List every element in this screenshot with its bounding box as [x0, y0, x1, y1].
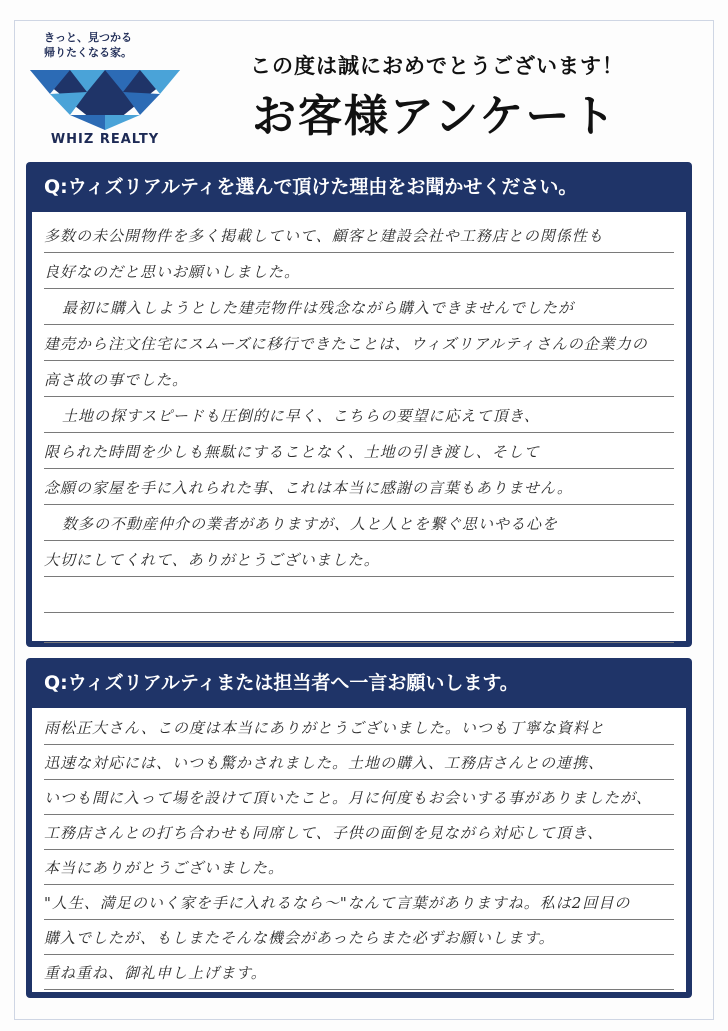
triangle-logo-icon	[30, 70, 180, 130]
answer-area-2	[32, 708, 686, 992]
answer-line: 建売から注文住宅にスムーズに移行できたことは、ウィズリアルティさんの企業力の	[44, 324, 674, 361]
answer-line: 購入でしたが、もしまたそんな機会があったらまた必ずお願いします。	[44, 918, 674, 955]
answer-line: 数多の不動産仲介の業者がありますが、人と人とを繋ぐ思いやる心を	[44, 504, 674, 541]
answer-line: 高さ故の事でした。	[44, 360, 674, 397]
answer-line: 限られた時間を少しも無駄にすることなく、土地の引き渡し、そして	[44, 432, 674, 469]
answer-line: 多数の未公開物件を多く掲載していて、顧客と建設会社や工務店との関係性も	[44, 216, 674, 253]
question-panel-2	[26, 658, 692, 998]
answer-line: 最初に購入しようとした建売物件は残念ながら購入できませんでしたが	[44, 288, 674, 325]
brand-tagline: きっと、見つかる 帰りたくなる家。	[44, 31, 132, 59]
answer-line: 雨松正大さん、この度は本当にありがとうございました。いつも丁寧な資料と	[44, 708, 674, 745]
answer-line: いつも間に入って場を設けて頂いたこと。月に何度もお会いする事がありましたが、	[44, 778, 674, 815]
answer-line: "人生、満足のいく家を手に入れるなら〜"なんて言葉がありますね。私は2回目の	[44, 883, 674, 920]
question-panel-1	[26, 162, 692, 647]
header-subtitle: この度は誠におめでとうございます！	[250, 54, 624, 78]
answer-line: 迅速な対応には、いつも驚かされました。土地の購入、工務店さんとの連携、	[44, 743, 674, 780]
answer-line: 工務店さんとの打ち合わせも同席して、子供の面倒を見ながら対応して頂き、	[44, 813, 674, 850]
page-title: お客様アンケート	[252, 91, 618, 142]
question-2-text: Q:ウィズリアルティまたは担当者へ一言お願いします。	[44, 672, 519, 694]
answer-line: 重ね重ね、御礼申し上げます。	[44, 953, 674, 990]
answer-line: 良好なのだと思いお願いしました。	[44, 252, 674, 289]
answer-line: 土地の探すスピードも圧倒的に早く、こちらの要望に応えて頂き、	[44, 396, 674, 433]
answer-line: 大切にしてくれて、ありがとうございました。	[44, 540, 674, 577]
brand-name: WHIZ REALTY	[50, 132, 160, 147]
answer-area-1	[32, 212, 686, 641]
answer-line: 本当にありがとうございました。	[44, 848, 674, 885]
answer-line: 念願の家屋を手に入れられた事、これは本当に感謝の言葉もありません。	[44, 468, 674, 505]
answer-line	[44, 606, 674, 643]
brand-logo	[30, 30, 190, 150]
question-1-text: Q:ウィズリアルティを選んで頂けた理由をお聞かせください。	[44, 176, 578, 198]
